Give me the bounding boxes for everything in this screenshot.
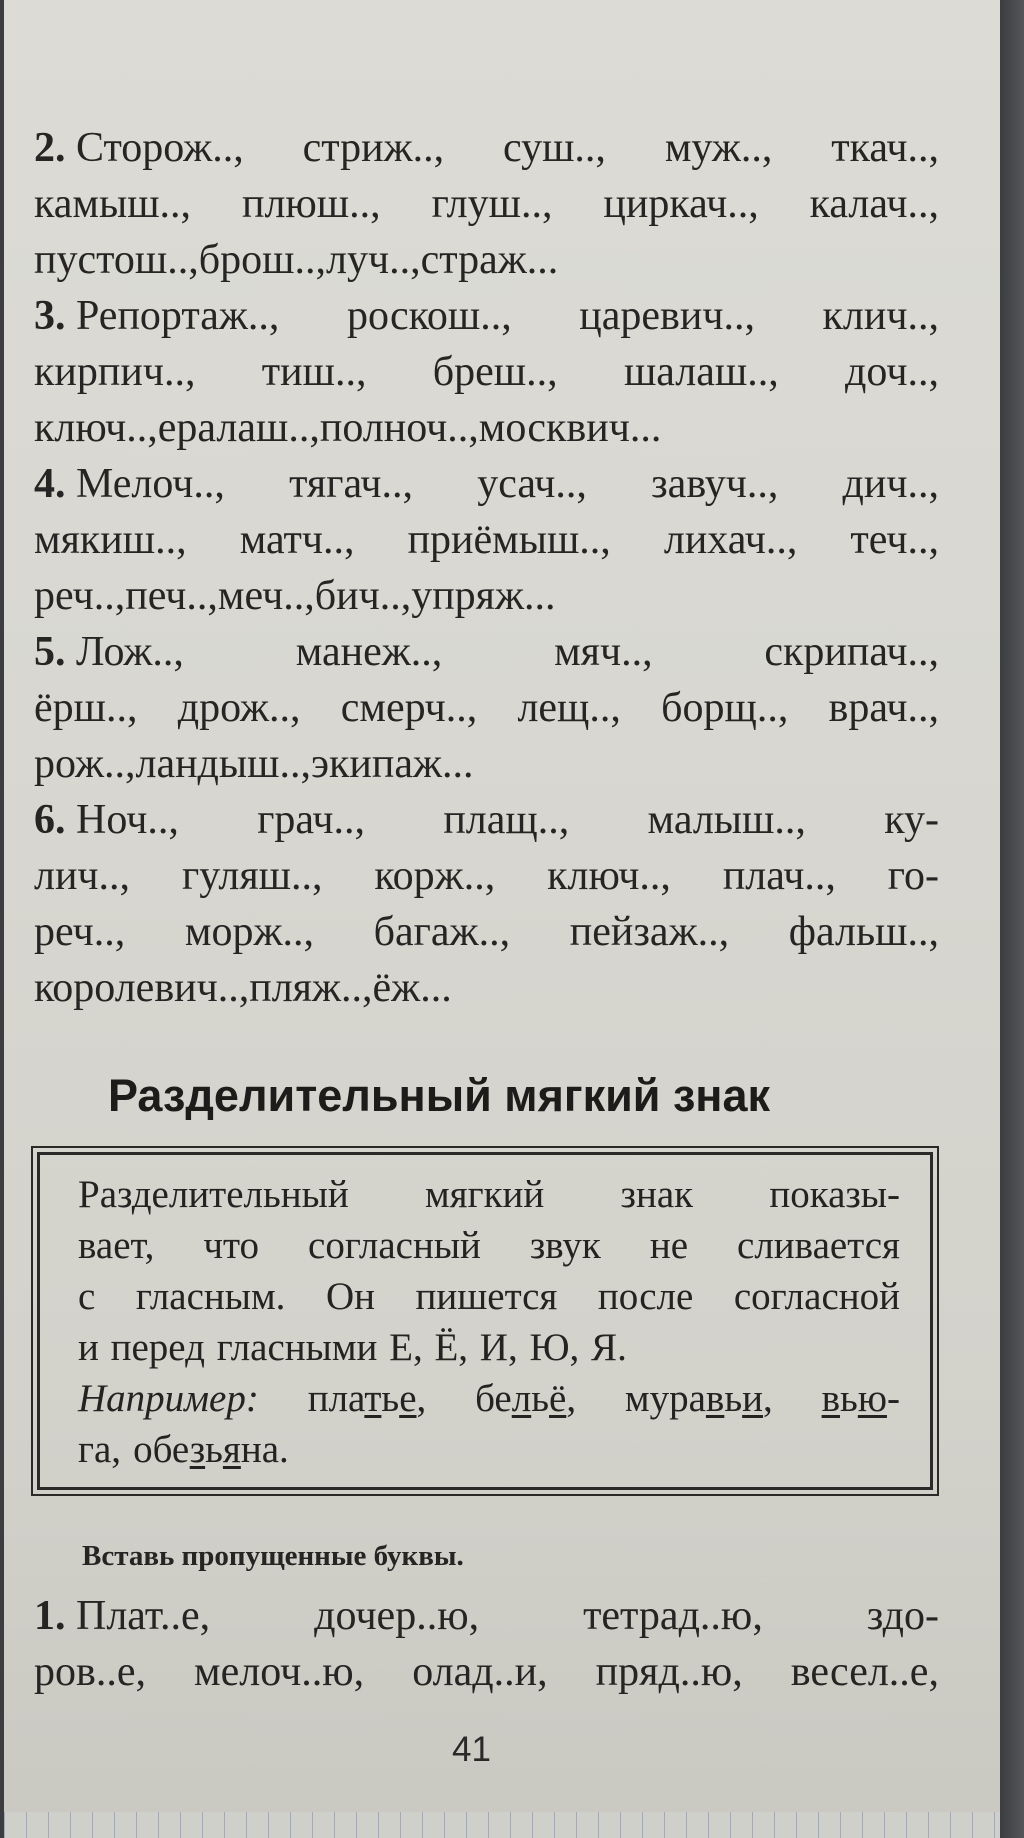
word: бреш.., (432, 349, 558, 395)
exercise-1 (34, 1588, 939, 1700)
word: что (203, 1224, 260, 1267)
exercise-line (34, 288, 939, 344)
example-fragment: мура (624, 1377, 706, 1420)
word: клич.., (822, 293, 939, 339)
word: борщ.., (661, 685, 789, 731)
example-fragment: ь (531, 1377, 549, 1420)
word: упряж.. (411, 573, 546, 619)
exercise-6 (34, 792, 939, 1016)
example-fragment: , (566, 1377, 577, 1420)
example-fragment: бе (475, 1377, 512, 1420)
word: полноч.., (319, 405, 479, 451)
word: шалаш.., (623, 349, 779, 395)
example-fragment: в (705, 1377, 725, 1420)
word: сливается (737, 1224, 900, 1267)
word: дич.., (842, 461, 939, 507)
exercise-line (34, 736, 939, 792)
exercise-4 (34, 456, 939, 624)
rule-line (78, 1169, 900, 1220)
word: приёмыш.., (407, 517, 611, 563)
task-instruction: Вставь пропущенные буквы. (82, 1540, 464, 1572)
word: 4. Мелоч.., (34, 461, 225, 507)
word: ку- (884, 797, 939, 843)
word: и перед гласными Е, Ё, И, Ю, Я. (78, 1326, 627, 1369)
word: стриж.., (302, 125, 445, 171)
word: рож.., (34, 741, 136, 787)
word: согласной (733, 1275, 900, 1318)
example-fragment: пла (307, 1377, 365, 1420)
word: 2. Сторож.., (34, 125, 244, 171)
exercise-line (34, 400, 939, 456)
word: согласный (308, 1224, 481, 1267)
word: звук (529, 1224, 601, 1267)
exercise-line (34, 624, 939, 680)
word: пряд..ю, (595, 1649, 743, 1695)
word: 6. Ноч.., (34, 797, 179, 843)
word: бич.., (314, 573, 412, 619)
page-number: 41 (452, 1730, 491, 1769)
exercise-line (34, 680, 939, 736)
word: кирпич.., (34, 349, 196, 395)
word: пустош.., (34, 237, 199, 283)
dark-background (1000, 0, 1024, 1838)
word: плюш.., (241, 181, 381, 227)
example-word (308, 1373, 427, 1424)
word: доч.., (845, 349, 939, 395)
exercise-number: 5. (34, 629, 76, 675)
word: манеж.., (295, 629, 443, 675)
example-word (475, 1373, 576, 1424)
word: . (547, 237, 559, 283)
exercise-5 (34, 624, 939, 792)
word: мякиш.., (34, 517, 187, 563)
word: москвич.. (478, 405, 651, 451)
word: дочер..ю, (314, 1593, 480, 1639)
word: тягач.., (289, 461, 414, 507)
example-fragment: я (222, 1428, 241, 1471)
word: королевич.., (34, 965, 250, 1011)
exercise-line (34, 512, 939, 568)
rule-text (78, 1169, 900, 1475)
example-fragment: з (189, 1428, 206, 1471)
example-fragment: в (821, 1377, 841, 1420)
word: Он (325, 1275, 375, 1318)
word: пейзаж.., (569, 909, 730, 955)
word: 5. Лож.., (34, 629, 184, 675)
word: го- (887, 853, 939, 899)
example-fragment: ю (857, 1377, 887, 1420)
rule-box-inner (37, 1152, 933, 1490)
example-fragment: и (742, 1377, 763, 1420)
word: морж.., (184, 909, 314, 955)
word: лещ.., (517, 685, 621, 731)
word: роскош.., (346, 293, 512, 339)
word: дрож.., (177, 685, 301, 731)
word: вает, (78, 1224, 155, 1267)
example-line (78, 1424, 900, 1475)
word: циркач.., (603, 181, 759, 227)
word: пишется (415, 1275, 558, 1318)
word: усач.., (477, 461, 587, 507)
word: ералаш.., (157, 405, 320, 451)
example-fragment: ё (549, 1377, 567, 1420)
exercise-line (34, 568, 939, 624)
word: лихач.., (663, 517, 798, 563)
word: не (649, 1224, 689, 1267)
word: тиш.., (261, 349, 367, 395)
word: олад..и, (412, 1649, 548, 1695)
word: весел..е, (790, 1649, 939, 1695)
exercise-3 (34, 288, 939, 456)
word: царевич.., (579, 293, 755, 339)
word: после (597, 1275, 694, 1318)
exercise-line (34, 232, 939, 288)
exercise-number: 4. (34, 461, 76, 507)
word: страж.. (420, 237, 548, 283)
word: . (650, 405, 662, 451)
example-fragment: ь (840, 1377, 858, 1420)
example-label: Например: (78, 1377, 259, 1420)
exercise-2 (34, 120, 939, 288)
exercise-line (34, 1588, 939, 1644)
word: знак (620, 1173, 694, 1216)
word: ткач.., (831, 125, 939, 171)
word: ландыш.., (135, 741, 311, 787)
word: мелоч..ю, (194, 1649, 365, 1695)
word: брош.., (198, 237, 326, 283)
word: меч.., (217, 573, 315, 619)
word: ключ.., (34, 405, 158, 451)
rule-line (78, 1220, 900, 1271)
example-word (822, 1373, 900, 1424)
exercise-number: 3. (34, 293, 76, 339)
example-fragment: ь (724, 1377, 743, 1420)
book-page (4, 0, 1004, 1838)
example-word (133, 1424, 289, 1475)
word: багаж.., (373, 909, 511, 955)
example-line (78, 1373, 900, 1424)
word: ключ.., (547, 853, 671, 899)
word: здо- (866, 1593, 939, 1639)
exercise-line (34, 792, 939, 848)
word: лич.., (34, 853, 131, 899)
word: фальш.., (788, 909, 939, 955)
word: реч.., (34, 573, 126, 619)
word: с (78, 1275, 96, 1318)
word: завуч.., (651, 461, 779, 507)
word: гласным. (135, 1275, 286, 1318)
example-fragment: , (416, 1377, 427, 1420)
word: теч.., (850, 517, 939, 563)
example-fragment: т (364, 1377, 382, 1420)
exercise-line (34, 344, 939, 400)
word: экипаж.. (311, 741, 464, 787)
word: реч.., (34, 909, 126, 955)
word: пляж.., (249, 965, 373, 1011)
word: матч.., (239, 517, 355, 563)
word: мяч.., (554, 629, 653, 675)
word: . (441, 965, 452, 1011)
word: гуляш.., (181, 853, 323, 899)
exercise-line (34, 1644, 939, 1700)
example-fragment: обе (133, 1428, 190, 1471)
word: 3. Репортаж.., (34, 293, 280, 339)
exercise-line (34, 848, 939, 904)
exercise-line (34, 456, 939, 512)
example-fragment: ь (205, 1428, 223, 1471)
graph-paper-edge (4, 1812, 1004, 1838)
word: глуш.., (431, 181, 553, 227)
word: ёрш.., (34, 685, 138, 731)
word: суш.., (503, 125, 606, 171)
word: камыш.., (34, 181, 192, 227)
word: тетрад..ю, (583, 1593, 763, 1639)
word: врач.., (828, 685, 939, 731)
word: мягкий (424, 1173, 545, 1216)
word: плач.., (722, 853, 836, 899)
word: ров..е, (34, 1649, 146, 1695)
exercise-number: 1. (34, 1593, 76, 1639)
word: . (545, 573, 556, 619)
word: печ.., (125, 573, 218, 619)
exercise-line (34, 120, 939, 176)
word: смерч.., (340, 685, 478, 731)
section-title: Разделительный мягкий знак (108, 1070, 771, 1121)
rule-line (78, 1322, 900, 1373)
word: 1. Плат..е, (34, 1593, 211, 1639)
example-fragment: , (763, 1377, 773, 1420)
example-fragment: га, (78, 1428, 122, 1471)
word: . (463, 741, 474, 787)
word: показы- (769, 1173, 900, 1216)
word: муж.., (664, 125, 773, 171)
example-fragment: ь (381, 1377, 400, 1420)
rule-line (78, 1271, 900, 1322)
rule-box (31, 1146, 939, 1496)
word: Разделительный (78, 1173, 349, 1216)
example-word (78, 1424, 121, 1475)
example-word (625, 1373, 773, 1424)
word: малыш.., (647, 797, 806, 843)
example-fragment: е (399, 1377, 417, 1420)
example-fragment: л (511, 1377, 532, 1420)
word: грач.., (257, 797, 365, 843)
exercise-line (34, 176, 939, 232)
word: плащ.., (443, 797, 570, 843)
word: ёж.. (372, 965, 442, 1011)
exercise-number: 6. (34, 797, 76, 843)
example-fragment: - (886, 1377, 900, 1420)
exercise-line (34, 904, 939, 960)
word: скрипач.., (764, 629, 939, 675)
example-fragment: на. (240, 1428, 289, 1471)
exercise-number: 2. (34, 125, 76, 171)
word: луч.., (325, 237, 421, 283)
word: корж.., (374, 853, 496, 899)
word: калач.., (809, 181, 939, 227)
exercise-line (34, 960, 939, 1016)
